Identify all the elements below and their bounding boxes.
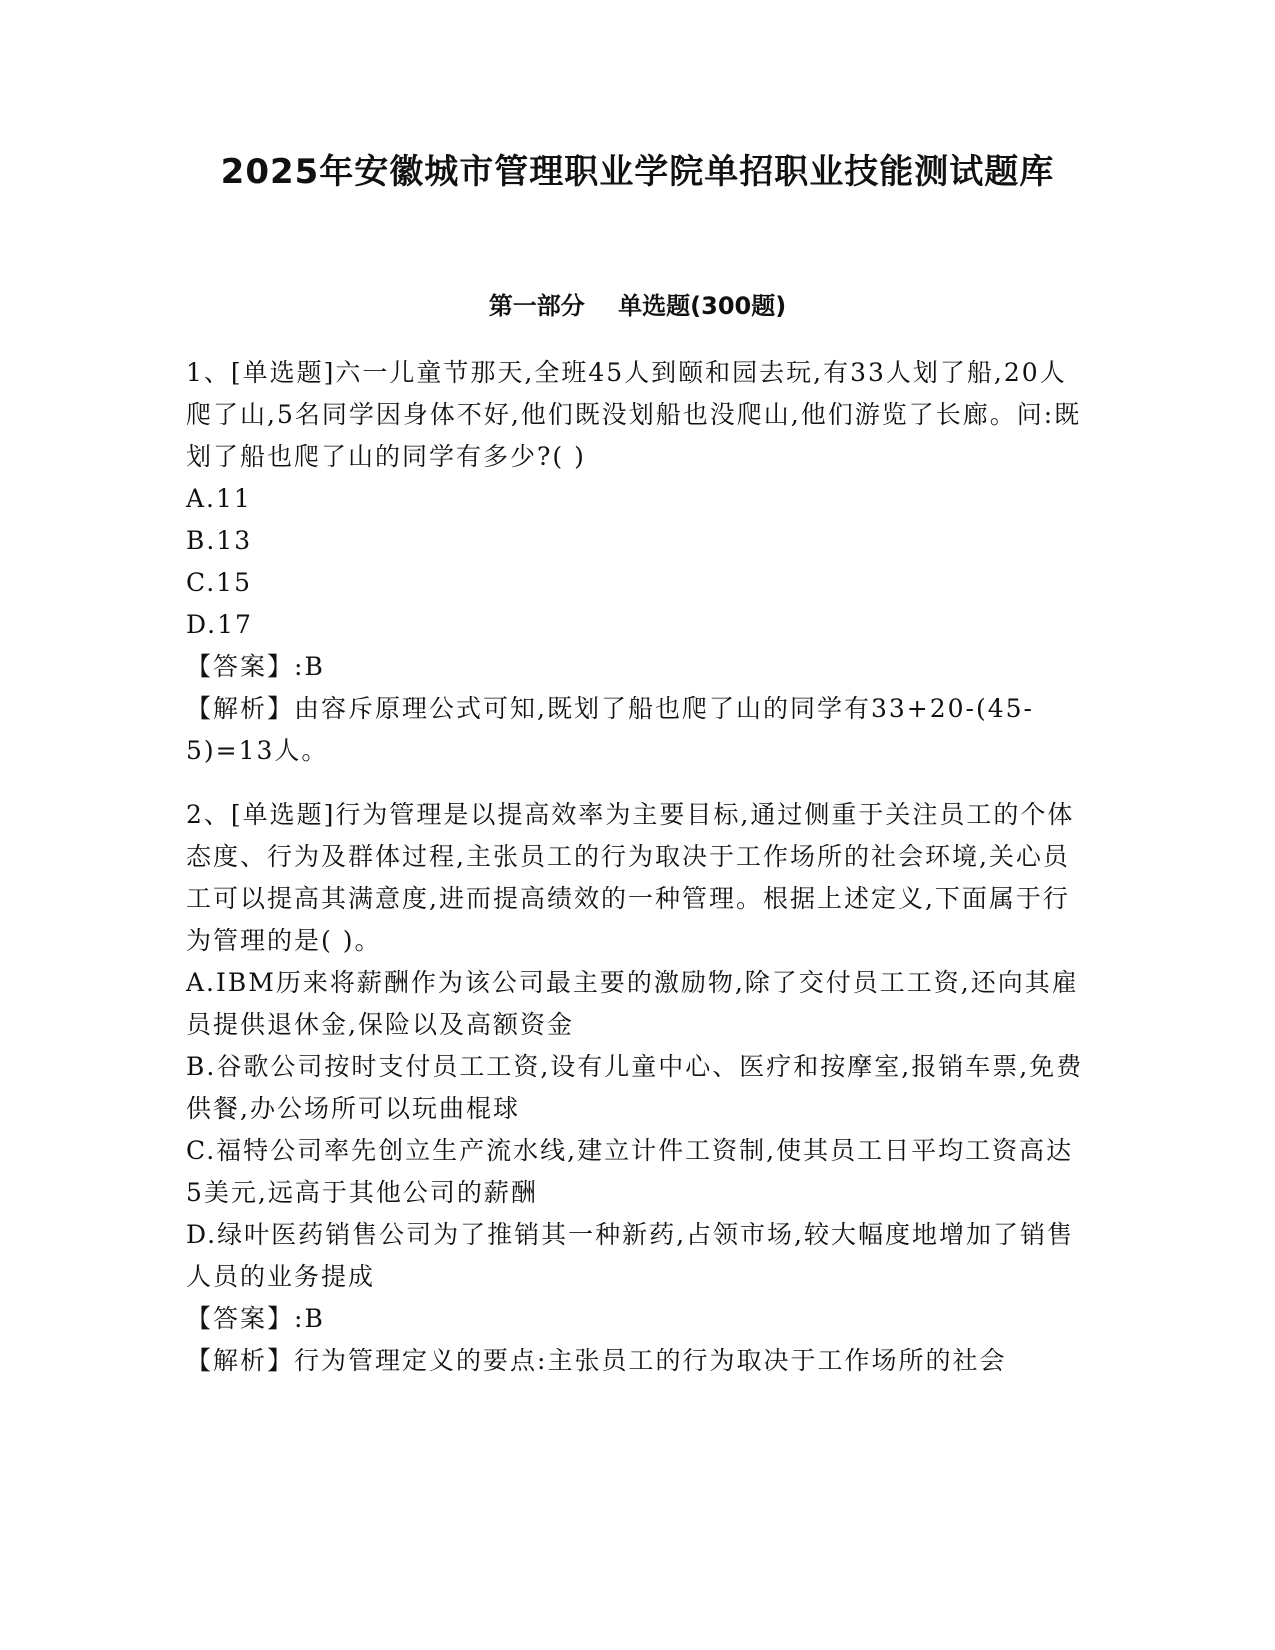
question-item — [186, 794, 1088, 1382]
option-c: C.福特公司率先创立生产流水线,建立计件工资制,使其员工日平均工资高达5美元,远高于其他公司的薪酬 — [186, 1136, 1074, 1207]
section-title: 第一部分 单选题(300题) — [488, 292, 787, 320]
document-title: 2025年安徽城市管理职业学院单招职业技能测试题库 — [220, 152, 1055, 192]
answer-line — [186, 646, 1088, 688]
analysis-label: 【解析】 — [186, 1346, 295, 1375]
question-list — [186, 352, 1088, 1404]
question-stem: 2、[单选题]行为管理是以提高效率为主要目标,通过侧重于关注员工的个体态度、行为及群体过程,主张员工的行为取决于工作场所的社会环境,关心员工可以提高其满意度,进而提高绩效的一种管理。根据上述定义,下面属于行为管理的是( )。 — [186, 800, 1075, 955]
option-a: A.IBM历来将薪酬作为该公司最主要的激励物,除了交付员工工资,还向其雇员提供退休金,保险以及高额资金 — [186, 968, 1079, 1039]
option-c: C.15 — [186, 568, 252, 597]
option-b: B.谷歌公司按时支付员工工资,设有儿童中心、医疗和按摩室,报销车票,免费供餐,办公场所可以玩曲棍球 — [186, 1052, 1084, 1123]
analysis-text: 行为管理定义的要点:主张员工的行为取决于工作场所的社会 — [294, 1346, 1007, 1375]
analysis-label: 【解析】 — [186, 694, 295, 723]
option-d: D.绿叶医药销售公司为了推销其一种新药,占领市场,较大幅度地增加了销售人员的业务提成 — [186, 1220, 1074, 1291]
analysis-line — [186, 1340, 1088, 1382]
answer-value: :B — [294, 652, 325, 681]
answer-line — [186, 1298, 1088, 1340]
option-d: D.17 — [186, 610, 253, 639]
analysis-line — [186, 688, 1088, 772]
answer-label: 【答案】 — [186, 652, 295, 681]
answer-value: :B — [294, 1304, 325, 1333]
question-item — [186, 352, 1088, 772]
answer-label: 【答案】 — [186, 1304, 295, 1333]
option-a: A.11 — [186, 484, 252, 513]
analysis-text: 由容斥原理公式可知,既划了船也爬了山的同学有33+20-(45-5)=13人。 — [186, 694, 1034, 765]
option-b: B.13 — [186, 526, 253, 555]
question-stem: 1、[单选题]六一儿童节那天,全班45人到颐和园去玩,有33人划了船,20人爬了山,5名同学因身体不好,他们既没划船也没爬山,他们游览了长廊。问:既划了船也爬了山的同学有多少?( ) — [186, 358, 1082, 471]
